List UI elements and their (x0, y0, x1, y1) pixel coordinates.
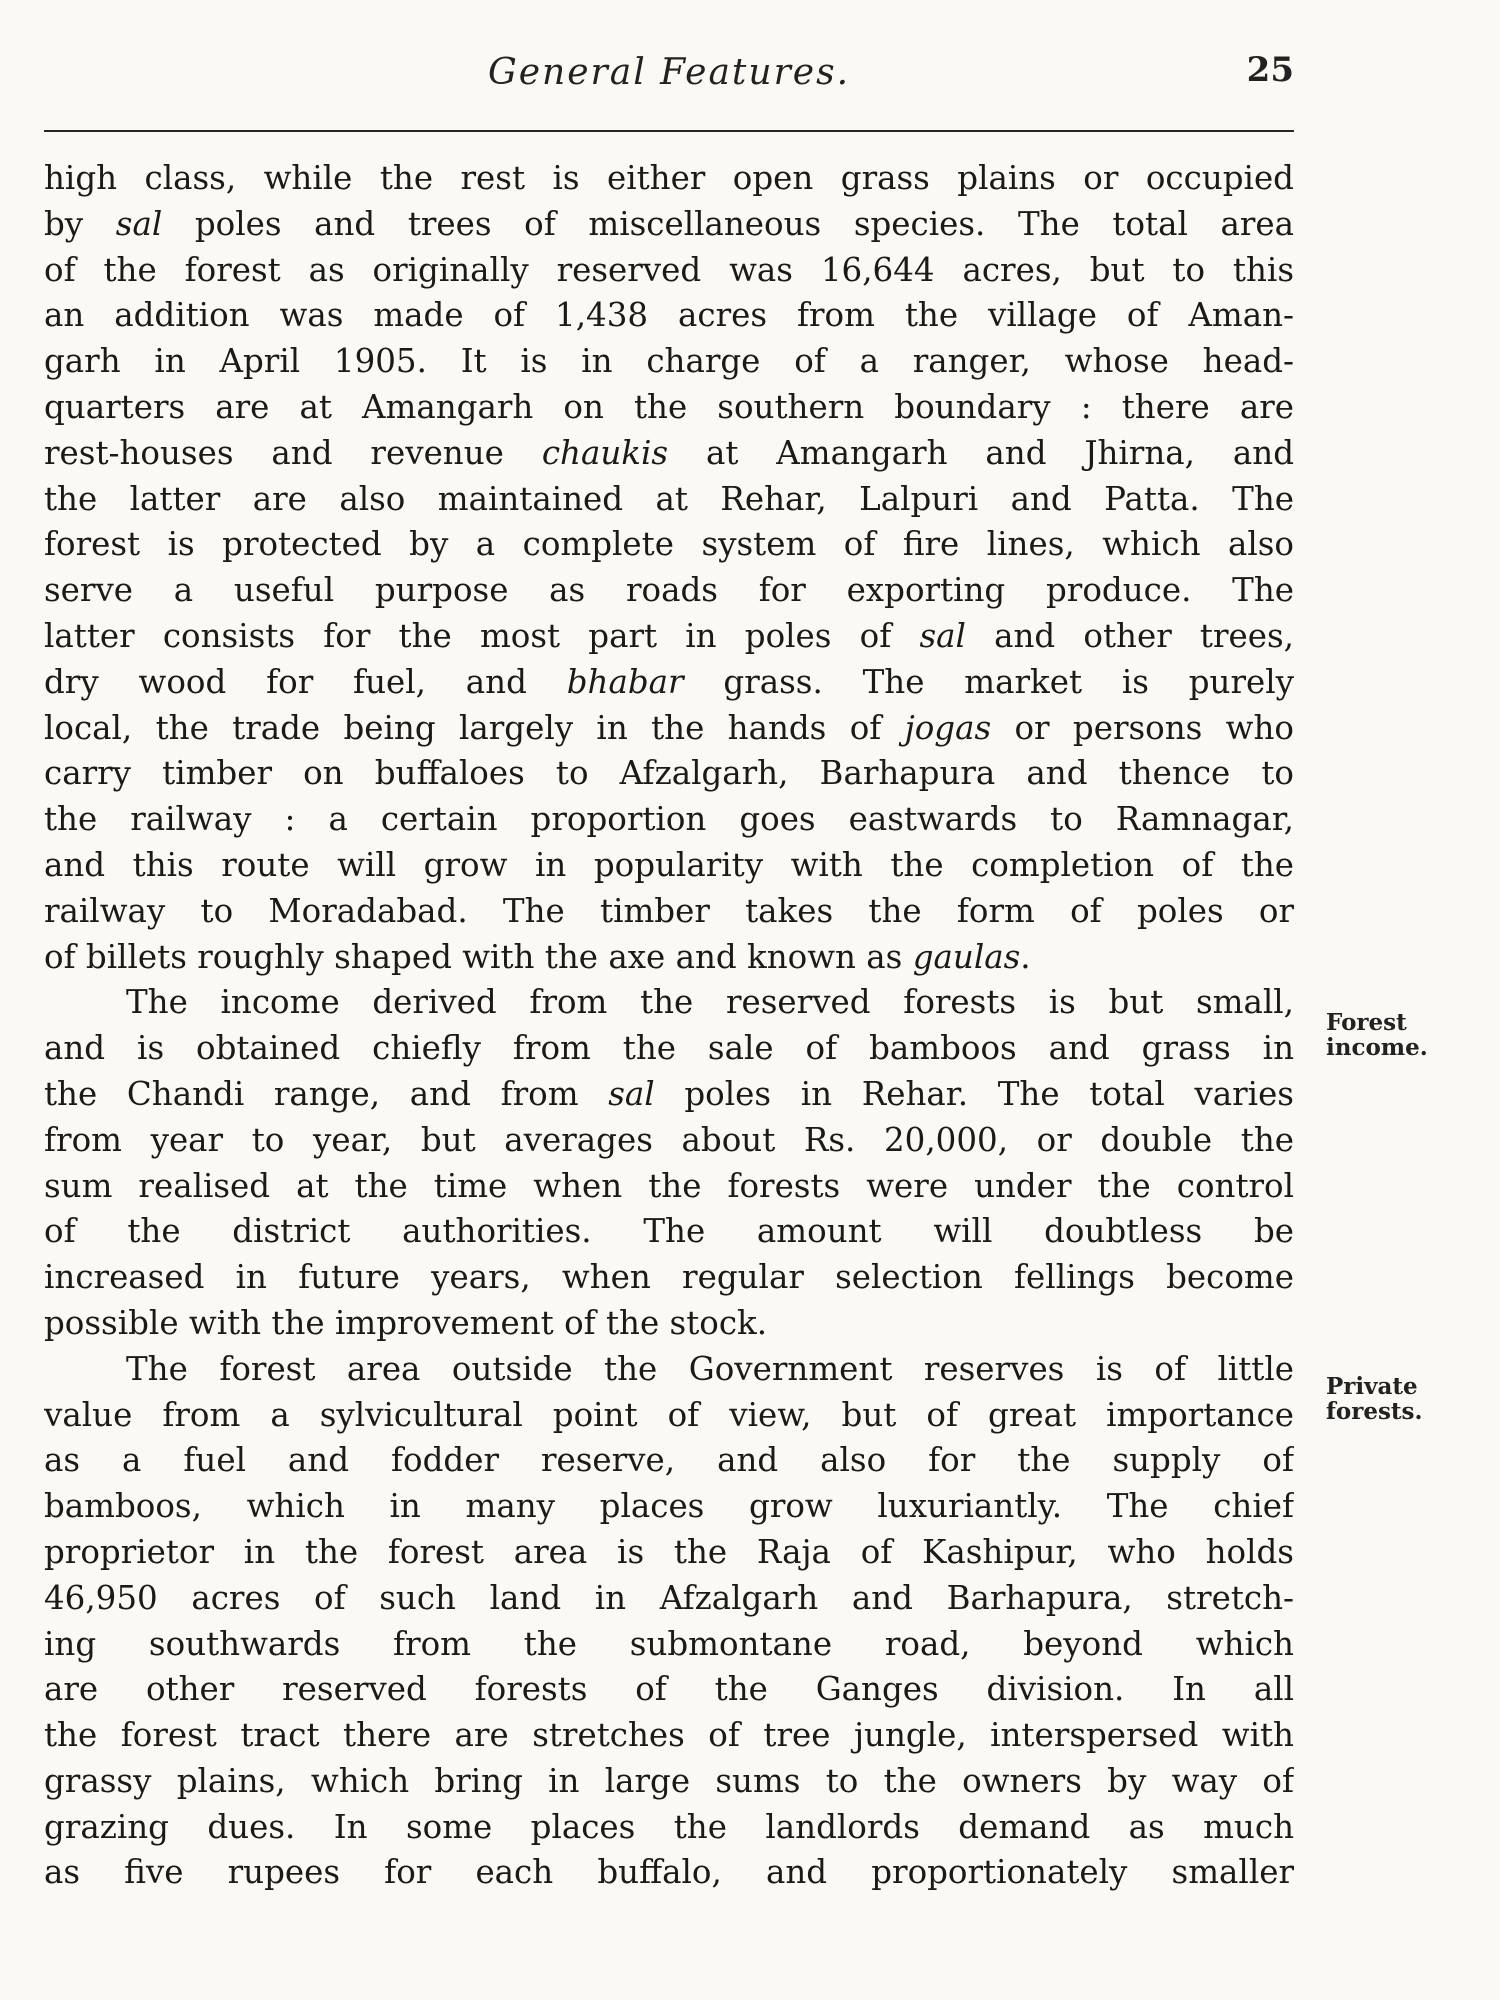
text-line: the railway : a certain proportion goes eastwards to Ramnagar, (44, 800, 1294, 839)
running-head (44, 50, 1294, 100)
text-line (44, 935, 1294, 981)
text-segment: latter consists for the most part in poles of (44, 616, 920, 655)
margin-note-line: Private (1326, 1373, 1418, 1400)
text-segment: by (44, 204, 116, 243)
text-line: from year to year, but averages about Rs. 20,000, or double the (44, 1120, 1294, 1159)
text-segment: poles in Rehar. The total varies (654, 1074, 1294, 1113)
text-line: 46,950 acres of such land in Afzalgarh and Barhapura, stretch- (44, 1578, 1294, 1617)
text-line: increased in future years, when regular selection fellings become (44, 1258, 1294, 1297)
text-line: serve a useful purpose as roads for exporting produce. The (44, 571, 1294, 610)
text-segment: dry wood for fuel, and (44, 662, 567, 701)
margin-note-line: Forest (1326, 1009, 1407, 1036)
text-line: and is obtained chiefly from the sale of bamboos and grass in (44, 1029, 1294, 1068)
text-line: grazing dues. In some places the landlords demand as much (44, 1807, 1294, 1846)
text-segment: . (1020, 937, 1031, 976)
margin-note-line: forests. (1326, 1398, 1423, 1425)
italic-term: bhabar (566, 662, 684, 701)
text-segment: or persons who (991, 708, 1294, 747)
margin-note-forest-income (1326, 1010, 1486, 1060)
text-line: possible with the improvement of the stock. (44, 1303, 768, 1342)
running-head-title: General Features. (487, 52, 851, 93)
margin-note-private-forests (1326, 1374, 1486, 1424)
italic-term: gaulas (912, 937, 1021, 976)
text-line (44, 660, 1294, 706)
body-text (44, 156, 1294, 1896)
text-line: ing southwards from the submontane road, beyond which (44, 1624, 1294, 1663)
text-line: forest is protected by a complete system of fire lines, which also (44, 525, 1294, 564)
italic-term: sal (115, 204, 163, 243)
text-line: and this route will grow in popularity with the completion of the (44, 845, 1294, 884)
italic-term: jogas (904, 708, 992, 747)
text-line: are other reserved forests of the Ganges division. In all (44, 1670, 1294, 1709)
text-line: The income derived from the reserved forests is but small, (126, 983, 1294, 1022)
text-segment: and other trees, (965, 616, 1294, 655)
text-segment: the Chandi range, and from (44, 1074, 609, 1113)
text-line: as five rupees for each buffalo, and proportionately smaller (44, 1853, 1294, 1892)
text-segment: of billets roughly shaped with the axe and known as (44, 937, 913, 976)
margin-note-line: income. (1326, 1034, 1428, 1061)
text-line (44, 431, 1294, 477)
text-line: value from a sylvicultural point of view, but of great importance (44, 1395, 1294, 1434)
text-line: proprietor in the forest area is the Raja of Kashipur, who holds (44, 1532, 1294, 1571)
text-line: garh in April 1905. It is in charge of a ranger, whose head- (44, 342, 1294, 381)
italic-term: chaukis (541, 433, 669, 472)
text-line: the forest tract there are stretches of tree jungle, interspersed with (44, 1716, 1294, 1755)
text-line (44, 614, 1294, 660)
text-line: The forest area outside the Government reserves is of little (126, 1349, 1294, 1388)
text-line (44, 706, 1294, 752)
text-line: carry timber on buffaloes to Afzalgarh, Barhapura and thence to (44, 754, 1294, 793)
text-line: sum realised at the time when the forests were under the control (44, 1166, 1294, 1205)
italic-term: sal (608, 1074, 655, 1113)
text-line (44, 1072, 1294, 1118)
text-line: railway to Moradabad. The timber takes the form of poles or (44, 891, 1294, 930)
text-segment: local, the trade being largely in the hands of (44, 708, 905, 747)
text-line: grassy plains, which bring in large sums to the owners by way of (44, 1761, 1294, 1800)
text-segment: poles and trees of miscellaneous species. The total area (162, 204, 1294, 243)
text-line: of the forest as originally reserved was 16,644 acres, but to this (44, 250, 1294, 289)
text-line: the latter are also maintained at Rehar, Lalpuri and Patta. The (44, 479, 1294, 518)
text-segment: grass. The market is purely (683, 662, 1294, 701)
header-rule (44, 130, 1294, 132)
text-line: quarters are at Amangarh on the southern boundary : there are (44, 387, 1294, 426)
page-number: 25 (1246, 50, 1294, 90)
text-line: bamboos, which in many places grow luxuriantly. The chief (44, 1487, 1294, 1526)
italic-term: sal (919, 616, 966, 655)
text-line: high class, while the rest is either open grass plains or occupied (44, 159, 1294, 197)
text-line: of the district authorities. The amount will doubtless be (44, 1212, 1294, 1251)
text-line: as a fuel and fodder reserve, and also for the supply of (44, 1441, 1294, 1480)
text-line: an addition was made of 1,438 acres from the village of Aman- (44, 296, 1294, 335)
text-line (44, 202, 1294, 248)
text-segment: at Amangarh and Jhirna, and (668, 433, 1294, 472)
text-segment: rest-houses and revenue (44, 433, 542, 472)
